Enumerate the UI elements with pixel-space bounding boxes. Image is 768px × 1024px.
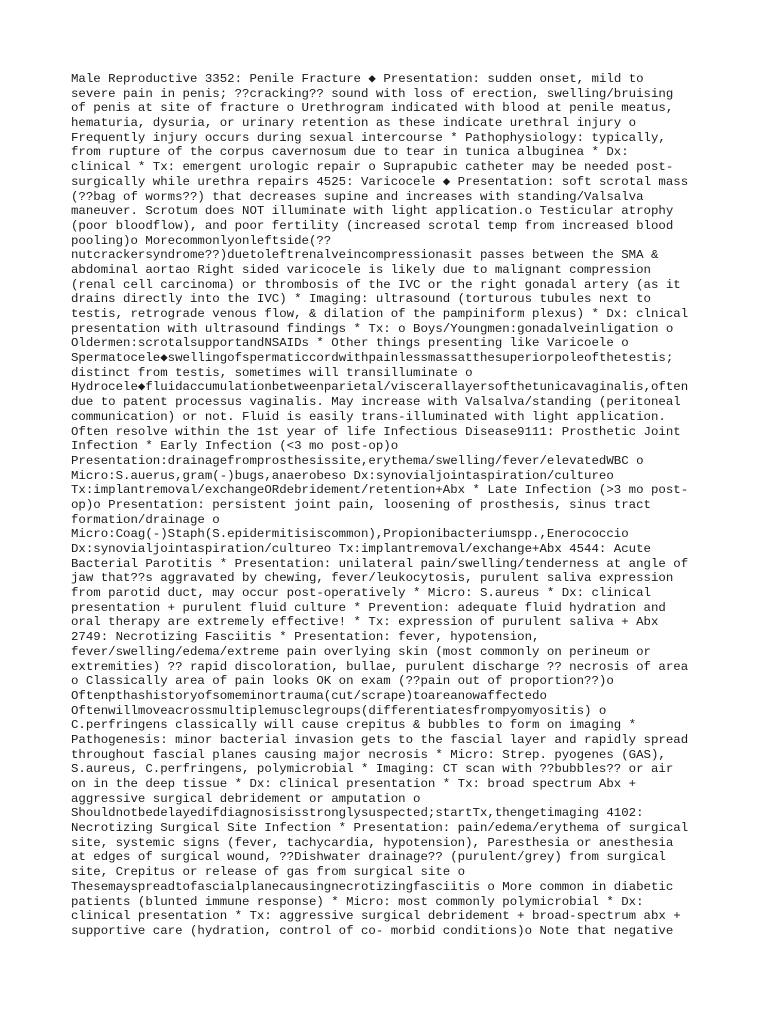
text-line: patients (blunted immune response) * Micro: most commonly polymicrobial * Dx: [71, 894, 644, 909]
text-line: Thesemayspreadtofascialplanecausingnecrotizingfasciitis o More common in diabetic [71, 879, 674, 894]
text-line: due to patent processus vaginalis. May increase with Valsalva/standing (peritoneal [71, 395, 681, 410]
text-line: (renal cell carcinoma) or thrombosis of the IVC or the right gonadal artery (as it [71, 277, 681, 292]
text-line: Presentation:drainagefromprosthesissite,erythema/swelling/fever/elevatedWBC o [71, 453, 644, 468]
text-line: severe pain in penis; ??cracking?? sound with loss of erection, swelling/bruising [71, 86, 674, 101]
text-line: Micro:Coag(-)Staph(S.epidermitisiscommon),Propionibacteriumspp.,Enerococcio [71, 527, 629, 542]
text-line: jaw that??s aggravated by chewing, fever/leukocytosis, purulent saliva expression [71, 571, 674, 586]
text-line: drains directly into the IVC) * Imaging: ultrasound (torturous tubules next to [71, 292, 651, 307]
text-line: Male Reproductive 3352: Penile Fracture ◆ Presentation: sudden onset, mild to [71, 72, 644, 86]
text-line: presentation with ultrasound findings * Tx: o Boys/Youngmen:gonadalveinligation o [71, 321, 674, 336]
text-line: Frequently injury occurs during sexual intercourse * Pathophysiology: typically, [71, 130, 666, 145]
text-line: Micro:S.auerus,gram(-)bugs,anaerobeso Dx:synovialjointaspiration/cultureo [71, 468, 614, 483]
text-line: on in the deep tissue * Dx: clinical presentation * Tx: broad spectrum Abx + [71, 777, 637, 791]
text-line: of penis at site of fracture o Urethrogram indicated with blood at penile meatus, [71, 101, 674, 116]
text-line: Oldermen:scrotalsupportandNSAIDs * Other things presenting like Varicoele o [71, 336, 629, 351]
text-line: 2749: Necrotizing Fasciitis * Presentation: fever, hypotension, [71, 630, 540, 645]
text-line: Oftenwillmoveacrossmultiplemusclegroups(differentiatesfrompyomyositis) o [71, 703, 607, 718]
text-line: Dx:synovialjointaspiration/cultureo Tx:implantremoval/exchange+Abx 4544: Acute [71, 542, 651, 556]
text-line: supportive care (hydration, control of co- morbid conditions)o Note that negative [71, 923, 674, 938]
text-line: nutcrackersyndrome??)duetoleftrenalveincompressionasit passes between the SMA & [71, 248, 659, 263]
document-body-text [71, 72, 711, 939]
text-line: Shouldnotbedelayedifdiagnosisisstronglysuspected;startTx,thengetimaging 4102: [71, 806, 644, 821]
text-line: from rupture of the corpus cavernosum due to tear in tunica albuginea * Dx: [71, 145, 629, 160]
text-line: Often resolve within the 1st year of life Infectious Disease9111: Prosthetic Joint [71, 424, 681, 439]
text-line: abdominal aortao Right sided varicocele is likely due to malignant compression [71, 262, 651, 277]
text-line: Hydrocele◆fluidaccumulationbetweenparietal/viscerallayersofthetunicavaginalis,often [71, 380, 689, 395]
text-line: Oftenpthashistoryofsomeminortrauma(cut/scrape)toareanowaffectedo [71, 688, 547, 703]
text-line: Bacterial Parotitis * Presentation: unilateral pain/swelling/tenderness at angle of [71, 556, 689, 571]
text-line: surgically while urethra repairs 4525: Varicocele ◆ Presentation: soft scrotal mass [71, 174, 689, 189]
text-line: aggressive surgical debridement or amputation o [71, 791, 421, 806]
text-line: from parotid duct, may occur post-operatively * Micro: S.aureus * Dx: clinical [71, 586, 651, 601]
text-line: testis, retrograde venous flow, & dilation of the pampiniform plexus) * Dx: clnical [71, 307, 689, 321]
text-line: extremities) ?? rapid discoloration, bullae, purulent discharge ?? necrosis of area [71, 659, 689, 674]
text-line: throughout fascial planes causing major necrosis * Micro: Strep. pyogenes (GAS), [71, 747, 666, 762]
text-line: clinical * Tx: emergent urologic repair o Suprapubic catheter may be needed post- [71, 160, 674, 175]
text-line: (poor bloodflow), and poor fertility (increased scrotal temp from increased blood [71, 218, 674, 233]
text-line: o Classically area of pain looks OK on exam (??pain out of proportion??)o [71, 674, 614, 689]
text-line: S.aureus, C.perfringens, polymicrobial * Imaging: CT scan with ??bubbles?? or air [71, 762, 674, 777]
text-line: Tx:implantremoval/exchangeORdebridement/retention+Abx * Late Infection (>3 mo post- [71, 483, 689, 498]
text-line: op)o Presentation: persistent joint pain, loosening of prosthesis, sinus tract [71, 497, 651, 512]
text-line: formation/drainage o [71, 512, 220, 527]
text-line: site, Crepitus or release of gas from surgical site o [71, 865, 466, 880]
text-line: presentation + purulent fluid culture * Prevention: adequate fluid hydration and [71, 600, 666, 615]
text-line: distinct from testis, sometimes will transilluminate o [71, 365, 473, 380]
text-line: at edges of surgical wound, ??Dishwater drainage?? (purulent/grey) from surgical [71, 850, 666, 865]
text-line: C.perfringens classically will cause crepitus & bubbles to form on imaging * [71, 718, 637, 733]
text-line: clinical presentation * Tx: aggressive surgical debridement + broad-spectrum abx + [71, 909, 681, 924]
text-line: communication) or not. Fluid is easily trans-illuminated with light application. [71, 409, 666, 424]
text-line: Infection * Early Infection (<3 mo post-op)o [71, 439, 399, 454]
text-line: Spermatocele◆swellingofspermaticcordwithpainlessmassatthesuperiorpoleofthetestis; [71, 351, 674, 366]
text-line: fever/swelling/edema/extreme pain overlying skin (most commonly on perineum or [71, 644, 651, 659]
text-line: site, systemic signs (fever, tachycardia, hypotension), Paresthesia or anesthesia [71, 835, 674, 850]
text-line: Pathogenesis: minor bacterial invasion gets to the fascial layer and rapidly spread [71, 732, 689, 747]
text-line: maneuver. Scrotum does NOT illuminate with light application.o Testicular atrophy [71, 204, 674, 219]
text-line: hematuria, dysuria, or urinary retention as these indicate urethral injury o [71, 116, 637, 131]
text-line: Necrotizing Surgical Site Infection * Presentation: pain/edema/erythema of surgical [71, 821, 689, 836]
text-line: (??bag of worms??) that decreases supine and increases with standing/Valsalva [71, 189, 644, 204]
text-line: pooling)o Morecommonlyonleftside(?? [71, 233, 332, 248]
text-line: oral therapy are extremely effective! * Tx: expression of purulent saliva + Abx [71, 615, 659, 630]
